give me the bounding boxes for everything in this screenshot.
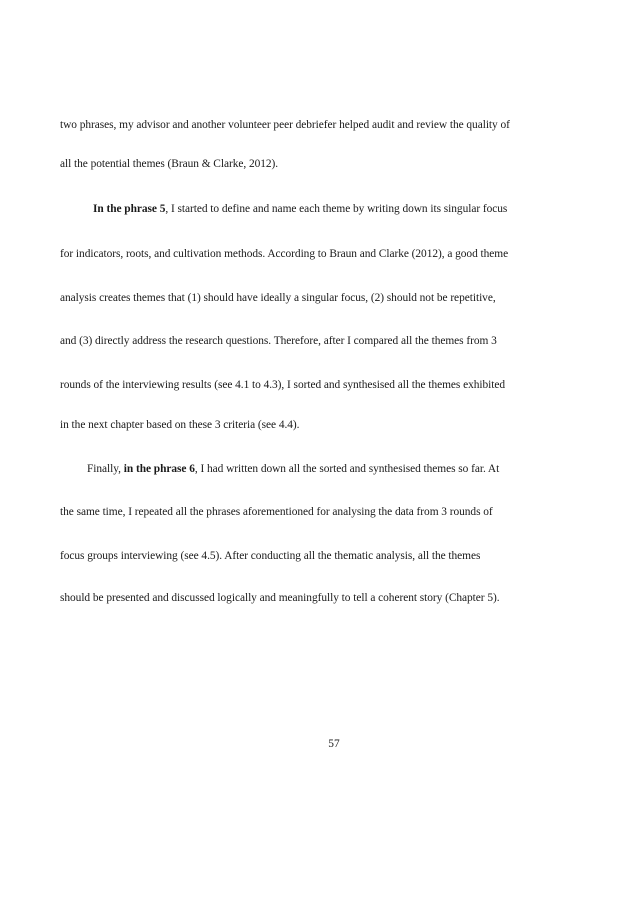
paragraph3-line1: [87, 462, 499, 476]
paragraph3-line3: focus groups interviewing (see 4.5). After conducting all the thematic analysis, all the themes: [60, 550, 481, 562]
paragraph1-line2: all the potential themes (Braun & Clarke, 2012).: [60, 158, 279, 170]
paragraph3-line1-pre: Finally,: [87, 463, 124, 475]
paragraph2-line4: and (3) directly address the research questions. Therefore, after I compared all the themes from 3: [60, 335, 497, 347]
paragraph2-line1: [93, 202, 507, 216]
paragraph3-line4: should be presented and discussed logically and meaningfully to tell a coherent story (Chapter 5).: [60, 592, 500, 604]
paragraph3-line2: the same time, I repeated all the phrases aforementioned for analysing the data from 3 rounds of: [60, 506, 493, 518]
phrase6-bold-text: in the phrase 6: [123, 463, 195, 475]
paragraph2-line2: for indicators, roots, and cultivation methods. According to Braun and Clarke (2012), a good theme: [60, 248, 509, 260]
paragraph2-line5: rounds of the interviewing results (see 4.1 to 4.3), I sorted and synthesised all the themes exhibited: [60, 379, 506, 391]
paragraph3-line1-rest: , I had written down all the sorted and synthesised themes so far. At: [194, 463, 500, 475]
phrase5-bold-text: In the phrase 5: [93, 203, 166, 215]
paragraph2-line3: analysis creates themes that (1) should have ideally a singular focus, (2) should not be repetitive,: [60, 292, 496, 304]
paragraph2-line1-rest: , I started to define and name each theme by writing down its singular focus: [165, 203, 508, 215]
paragraph1-line1: two phrases, my advisor and another volunteer peer debriefer helped audit and review the quality of: [60, 119, 510, 131]
page-number: 57: [328, 738, 340, 750]
paragraph2-line6: in the next chapter based on these 3 criteria (see 4.4).: [60, 419, 300, 431]
